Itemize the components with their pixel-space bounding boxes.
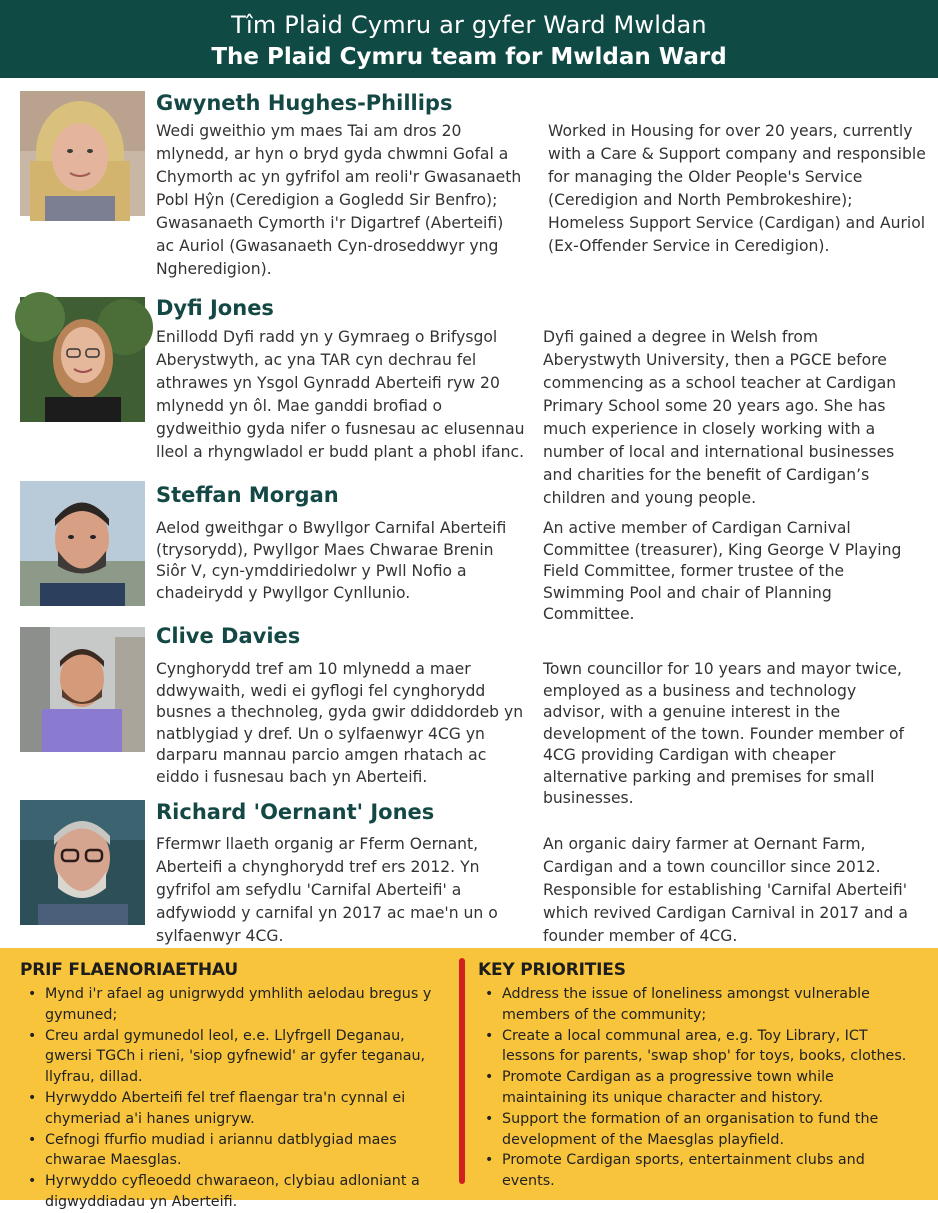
member-english-bio: Town councillor for 10 years and mayor twice, employed as a business and technology advisor, with a genuine interest in the development of the town. Founder member of 4CG providing Cardigan with cheaper alternative parking and premises for small businesses. [543,660,905,807]
member-name: Steffan Morgan [156,483,339,507]
member-photo [20,481,145,606]
portrait-image [20,91,145,216]
english-page-title: The Plaid Cymru team for Mwldan Ward [211,44,727,70]
list-item: • Hyrwyddo cyfleoedd chwaraeon, clybiau adloniant a digwyddiadau yn Aberteifi. [20,1171,450,1213]
member-welsh-bio: Ffermwr llaeth organig ar Fferm Oernant, Aberteifi a chynghorydd tref ers 2012. Yn gyfrifol am sefydlu 'Carnifal Aberteifi' a adfywiodd y carnifal yn 2017 ac mae'n un o sylfaenwyr 4CG. [156,835,498,945]
member-welsh-bio: Cynghorydd tref am 10 mlynedd a maer ddwywaith, wedi ei gyflogi fel cynghorydd busnes a thechnoleg, gyda gwir ddiddordeb yn natblygiad y dref. Un o sylfaenwyr 4CG yn darparu mannau parcio amgen rhatach ac eiddo i fusnesau bach yn Aberteifi. [156,660,524,786]
member-name: Gwyneth Hughes-Phillips [156,91,453,115]
member-name: Richard 'Oernant' Jones [156,800,435,824]
english-priorities-title: KEY PRIORITIES [478,960,626,980]
list-item: • Promote Cardigan sports, entertainment clubs and events. [477,1150,922,1192]
member-photo [20,91,145,216]
member-photo [20,627,145,752]
member-welsh-bio: Wedi gweithio ym maes Tai am dros 20 mlynedd, ar hyn o bryd gyda chwmni Gofal a Chymorth ac yn gyfrifol am reoli'r Gwasanaeth Pobl Hŷn (Ceredigion a Gogledd Sir Benfro); Gwasanaeth Cymorth i'r Digartref (Aberteifi) ac Auriol (Gwasanaeth Cyn-droseddwyr yng Ngheredigion). [156,122,522,278]
list-item: • Cefnogi ffurfio mudiad i ariannu datblygiad maes chwarae Maesglas. [20,1130,450,1172]
column-divider [459,958,465,1184]
list-item: • Create a local communal area, e.g. Toy Library, ICT lessons for parents, 'swap shop' for toys, books, clothes. [477,1026,922,1068]
member-photo [20,800,145,925]
member-welsh-bio: Enillodd Dyfi radd yn y Gymraeg o Brifysgol Aberystwyth, ac yna TAR cyn dechrau fel athrawes yn Ysgol Gynradd Aberteifi ryw 20 mlynedd yn ôl. Mae ganddi brofiad o gydweithio gyda nifer o fusnesau ac elusennau lleol a rhyngwladol er budd plant a phobl ifanc. [156,328,525,461]
list-item: • Address the issue of loneliness amongst vulnerable members of the community; [477,984,922,1026]
portrait-image [20,627,145,752]
portrait-image [20,800,145,925]
english-priorities-list [477,984,922,1192]
member-name: Dyfi Jones [156,296,274,320]
member-name: Clive Davies [156,624,301,648]
member-photo [20,297,145,422]
header-banner [0,0,938,78]
list-item: • Support the formation of an organisation to fund the development of the Maesglas playfield. [477,1109,922,1151]
list-item: • Creu ardal gymunedol leol, e.e. Llyfrgell Deganau, gwersi TGCh i rieni, 'siop gyfnewid' ar gyfer teganau, llyfrau, dillad. [20,1026,450,1088]
list-item: • Promote Cardigan as a progressive town while maintaining its unique character and history. [477,1067,922,1109]
member-english-bio: Dyfi gained a degree in Welsh from Aberystwyth University, then a PGCE before commencing as a school teacher at Cardigan Primary School some 20 years ago. She has much experience in closely working with a number of local and international businesses and charities for the benefit of Cardigan’s children and young people. [543,328,897,507]
list-item: • Mynd i'r afael ag unigrwydd ymhlith aelodau bregus y gymuned; [20,984,450,1026]
member-english-bio: An organic dairy farmer at Oernant Farm, Cardigan and a town councillor since 2012. Responsible for establishing 'Carnifal Aberteifi' which revived Cardigan Carnival in 2017 and a founder member of 4CG. [543,835,908,945]
portrait-image [20,297,145,422]
portrait-image [20,481,145,606]
priorities-panel [0,948,938,1210]
member-english-bio: An active member of Cardigan Carnival Committee (treasurer), King George V Playing Field Committee, former trustee of the Swimming Pool and chair of Planning Committee. [543,519,902,623]
member-welsh-bio: Aelod gweithgar o Bwyllgor Carnifal Aberteifi (trysorydd), Pwyllgor Maes Chwarae Brenin Siôr V, cyn-ymddiriedolwr y Pwll Nofio a chadeirydd y Pwyllgor Cynllunio. [156,519,507,602]
welsh-priorities-title: PRIF FLAENORIAETHAU [20,960,238,980]
welsh-page-title: Tîm Plaid Cymru ar gyfer Ward Mwldan [231,11,707,39]
welsh-priorities-list [20,984,450,1213]
member-english-bio: Worked in Housing for over 20 years, currently with a Care & Support company and responsible for managing the Older People's Service (Ceredigion and North Pembrokeshire); Homeless Support Service (Cardigan) and Auriol (Ex-Offender Service in Ceredigion). [548,122,926,255]
list-item: • Hyrwyddo Aberteifi fel tref flaengar tra'n cynnal ei chymeriad a'i hanes unigryw. [20,1088,450,1130]
